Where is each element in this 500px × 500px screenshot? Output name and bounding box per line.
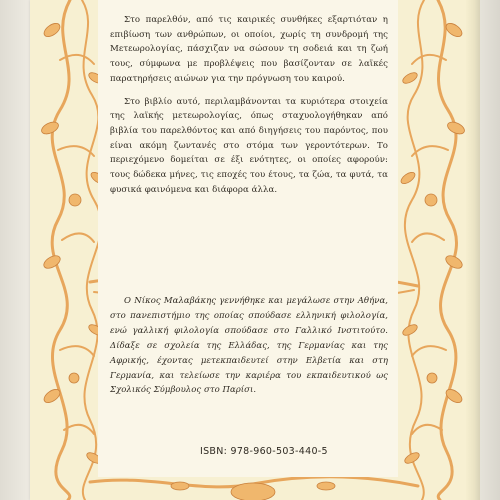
isbn-number: ISBN: 978-960-503-440-5 xyxy=(200,446,328,457)
book-description xyxy=(110,13,388,197)
author-bio-paragraph: Ο Νίκος Μαλαβάκης γεννήθηκε και μεγάλωσε στην Αθήνα, στο πανεπιστήμιο της οποίας σπούδασε ελληνική φιλολογία, ενώ γαλλική φιλολογία σπούδασε στο Γαλλικό Ινστιτούτο. Δίδαξε σε σχολεία της Ελλάδας, της Γερμανίας και της Αφρικής, έχοντας μετεκπαιδευτεί στην Ελβετία και στη Γερμανία, και τελείωσε την καριέρα του εκπαιδευτικού ως Σχολικός Σύμβουλος στο Παρίσι. xyxy=(110,296,388,396)
description-paragraph-1: Στο παρελθόν, από τις καιρικές συνθήκες εξαρτιόταν η επιβίωση των ανθρώπων, οι οποίοι, χωρίς τη συνδρομή της Μετεωρολογίας, πάσχιζαν να σώσουν τη σοδειά και τη ζωή τους, σύμφωνα με προβλέψεις που βασίζονταν σε λαϊκές παρατηρήσεις αιώνων για την πρόγνωση του καιρού. xyxy=(110,15,388,84)
author-biography xyxy=(110,294,388,398)
description-paragraph-2: Στο βιβλίο αυτό, περιλαμβάνονται τα κυριότερα στοιχεία της λαϊκής μετεωρολογίας, όπως σταχυολογήθηκαν από βιβλία του παρελθόντος και από διηγήσεις του παρόντος, που είναι ακόμη ζωντανές στο στόμα των γεροντότερων. Το περιεχόμενο δομείται σε έξι ενότητες, οι οποίες αφορούν: τους δώδεκα μήνες, τις εποχές του έτους, τα ζώα, τα φυτά, τα φυσικά φαινόμενα και διάφορα άλλα. xyxy=(110,96,388,195)
